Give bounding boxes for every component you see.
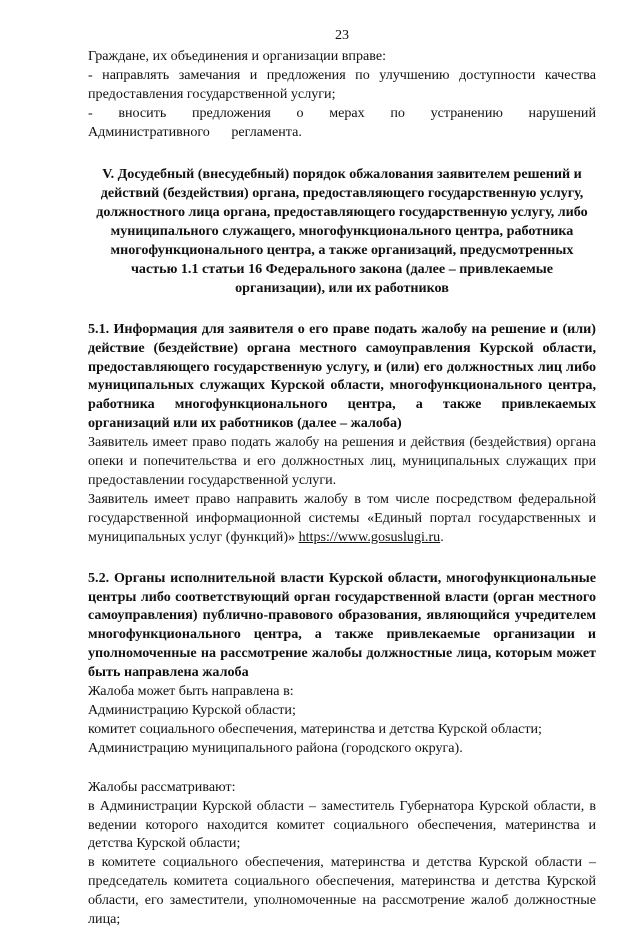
- complaint-recipient-3: Администрацию муниципального района (городского округа).: [88, 739, 463, 756]
- section-5-heading: V. Досудебный (внесудебный) порядок обжалования заявителем решений и действий (бездействия) органа, предоставляющего государственную услугу, должностного лица органа, предоставляющего государственную услугу, либо муниципального служащего, многофункционального центра, работника многофункционального центра, а также организаций, предусмотренных частью 1.1 статьи 16 Федерального закона (далее – привлекаемые организации), или их работников: [96, 166, 588, 296]
- section-5-1-heading: 5.1. Информация для заявителя о его праве подать жалобу на решение и (или) действие (бездействие) органа местного самоуправления Курской области, предоставляющего государственную услугу, и (или) его должностных лиц либо муниципальных служащих Курской области, многофункционального центра, работника многофункционального центра, а также привлекаемых организаций или их работников (далее – жалоба): [88, 320, 596, 432]
- section-5-1-paragraph-2: [88, 490, 596, 547]
- complaint-recipient-1: Администрацию Курской области;: [88, 701, 296, 718]
- section-5-2-heading: 5.2. Органы исполнительной власти Курской области, многофункциональные центры либо соответствующий орган государственной власти (орган местного самоуправления) публично-правового образования, являющийся учредителем многофункционального центра, а также привлекаемые организации и уполномоченные на рассмотрение жалобы должностные лица, которым может быть направлена жалоба: [88, 569, 596, 681]
- spacer: [88, 758, 596, 778]
- complaint-recipients-intro: Жалоба может быть направлена в:: [88, 683, 294, 700]
- intro-item-1: - направлять замечания и предложения по улучшению доступности качества предоставления государственной услуги;: [88, 66, 596, 102]
- complaint-reviewer-2: в комитете социального обеспечения, материнства и детства Курской области – председатель комитета социального обеспечения, материнства и детства Курской области, его заместители, уполномоченные на рассмотрение жалоб должностные лица;: [88, 854, 596, 928]
- complaint-reviewers-intro: Жалобы рассматривают:: [88, 778, 236, 795]
- page-number: 23: [334, 27, 350, 43]
- spacer: [88, 141, 596, 165]
- spacer: [88, 298, 596, 320]
- spacer: [88, 547, 596, 569]
- gosuslugi-link[interactable]: https://www.gosuslugi.ru: [298, 528, 441, 545]
- complaint-recipient-2: комитет социального обеспечения, материнства и детства Курской области;: [88, 720, 542, 737]
- complaint-reviewer-1: в Администрации Курской области – заместитель Губернатора Курской области, в ведении которого находится комитет социального обеспечения, материнства и детства Курской области;: [88, 797, 596, 852]
- document-page: [88, 0, 596, 929]
- section-5-1-paragraph-1: Заявитель имеет право подать жалобу на решения и действия (бездействия) органа опеки и попечительства и его должностных лиц, муниципальных служащих при предоставлении государственной услуги.: [88, 434, 596, 489]
- intro-line: Граждане, их объединения и организации вправе:: [88, 47, 387, 64]
- intro-item-2: - вносить предложения о мерах по устранению нарушений Административного регламента.: [88, 104, 596, 140]
- section-5-1-paragraph-2-end: .: [440, 528, 444, 545]
- section-5-1-paragraph-2-text: Заявитель имеет право направить жалобу в том числе посредством федеральной государственной информационной системы «Единый портал государственных и муниципальных услуг (функций)»: [88, 490, 596, 545]
